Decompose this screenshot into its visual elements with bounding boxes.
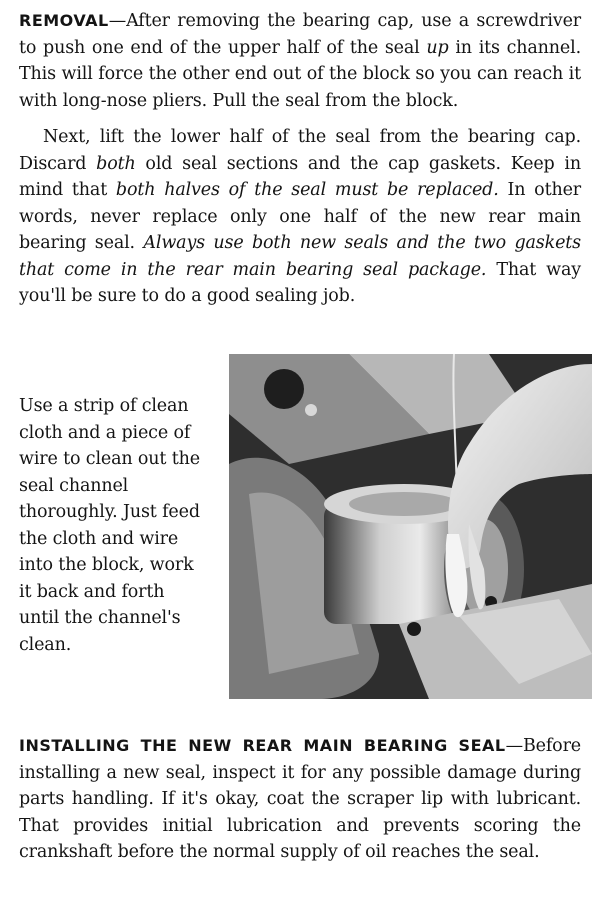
installing-paragraph: INSTALLING THE NEW REAR MAIN BEARING SEAL—Before installing a new seal, inspect it for any possible damage during parts handling. If it's okay, coat the scraper lip with lubricant. That provides initial lubrication and prevents scoring the crankshaft before the normal supply of oil reaches the seal. xyxy=(19,736,581,862)
seal-channel-cleaning-photo xyxy=(229,354,592,699)
installing-section xyxy=(19,733,581,866)
removal-paragraph-2: Next, lift the lower half of the seal from the bearing cap. Discard both old seal sections and the cap gaskets. Keep in mind that both halves of the seal must be replaced. In other words, never replace only one half of the new rear main bearing seal. Always use both new seals and the two gaskets that come in the rear main bearing seal package. That way you'll be sure to do a good sealing job. xyxy=(19,127,581,306)
removal-heading: REMOVAL xyxy=(19,11,109,30)
figure-caption: Use a strip of clean cloth and a piece of wire to clean out the seal channel thoroughly. Just feed the cloth and wire into the block, work it back and forth until the channel's clean. xyxy=(19,396,200,655)
installing-heading: INSTALLING THE NEW REAR MAIN BEARING SEAL xyxy=(19,736,506,755)
removal-section xyxy=(19,8,581,310)
removal-paragraph-1: REMOVAL—After removing the bearing cap, use a screwdriver to push one end of the upper half of the seal up in its channel. This will force the other end out of the block so you can reach it with long-nose pliers. Pull the seal from the block. xyxy=(19,11,581,111)
